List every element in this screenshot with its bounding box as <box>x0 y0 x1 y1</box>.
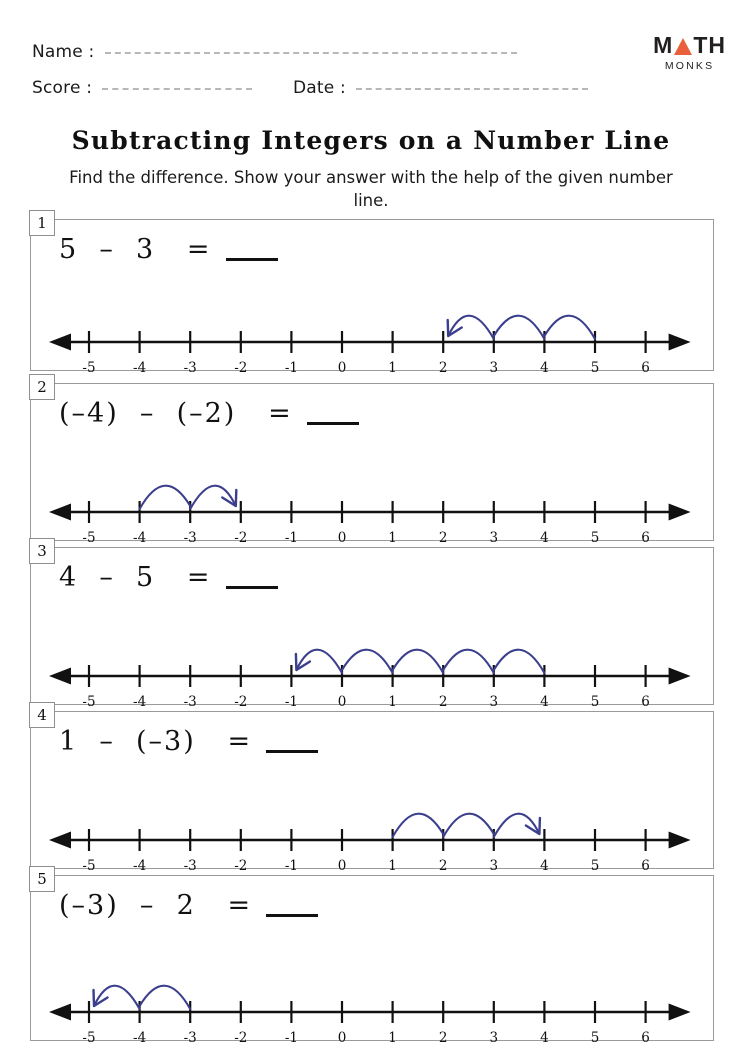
svg-text:5: 5 <box>590 360 600 376</box>
svg-text:3: 3 <box>489 694 499 710</box>
problem-1 <box>30 214 714 376</box>
svg-text:3: 3 <box>489 858 499 874</box>
score-label: Score : <box>32 78 93 98</box>
svg-text:3: 3 <box>489 530 499 546</box>
name-label: Name : <box>32 42 95 62</box>
svg-text:5: 5 <box>590 1030 600 1046</box>
date-field-row <box>293 78 588 98</box>
worksheet-header <box>0 0 742 112</box>
svg-text:-2: -2 <box>234 530 248 546</box>
svg-text:4: 4 <box>540 360 549 376</box>
answer-blank[interactable] <box>266 750 318 753</box>
logo-text-pre: M <box>653 32 674 58</box>
svg-text:-1: -1 <box>284 530 298 546</box>
svg-text:-2: -2 <box>234 694 248 710</box>
svg-text:0: 0 <box>337 530 347 546</box>
problem-3 <box>30 542 714 710</box>
svg-text:2: 2 <box>438 530 448 546</box>
svg-text:3: 3 <box>489 360 499 376</box>
svg-text:-4: -4 <box>133 1030 147 1046</box>
svg-text:-1: -1 <box>284 694 298 710</box>
svg-text:4: 4 <box>540 1030 549 1046</box>
svg-text:-4: -4 <box>133 360 147 376</box>
triangle-icon <box>674 38 692 55</box>
svg-text:-2: -2 <box>234 1030 248 1046</box>
svg-text:-5: -5 <box>82 360 96 376</box>
svg-text:-2: -2 <box>234 360 248 376</box>
problem-5 <box>30 870 714 1046</box>
name-field-row <box>32 42 517 62</box>
svg-text:1: 1 <box>388 360 397 376</box>
date-input-line[interactable] <box>356 88 588 90</box>
svg-text:4: 4 <box>540 858 549 874</box>
svg-text:6: 6 <box>641 694 650 710</box>
svg-text:1: 1 <box>388 858 397 874</box>
svg-text:0: 0 <box>337 1030 347 1046</box>
problem-number-badge: 1 <box>29 210 55 236</box>
svg-text:6: 6 <box>641 360 650 376</box>
svg-text:-2: -2 <box>234 858 248 874</box>
number-line <box>31 604 715 710</box>
date-label: Date : <box>293 78 346 98</box>
equation <box>59 234 278 265</box>
page-title: Subtracting Integers on a Number Line <box>71 126 671 155</box>
svg-text:6: 6 <box>641 1030 650 1046</box>
svg-text:-4: -4 <box>133 694 147 710</box>
logo-subtext: MONKS <box>664 60 715 72</box>
svg-text:-3: -3 <box>183 858 197 874</box>
number-line <box>31 940 715 1046</box>
svg-text:3: 3 <box>489 1030 499 1046</box>
svg-text:4: 4 <box>540 530 549 546</box>
problem-number-badge: 4 <box>29 702 55 728</box>
math-monks-logo <box>653 34 726 72</box>
svg-text:-5: -5 <box>82 858 96 874</box>
svg-text:4: 4 <box>540 694 549 710</box>
svg-text:2: 2 <box>438 360 448 376</box>
svg-text:1: 1 <box>388 694 397 710</box>
score-input-line[interactable] <box>102 88 252 90</box>
svg-text:-3: -3 <box>183 360 197 376</box>
svg-text:-4: -4 <box>133 858 147 874</box>
answer-blank[interactable] <box>226 258 278 261</box>
logo-wordmark <box>653 34 726 57</box>
problem-number-badge: 2 <box>29 374 55 400</box>
svg-text:6: 6 <box>641 858 650 874</box>
page-subtitle: Find the difference. Show your answer with the help of the given number line. <box>69 168 673 210</box>
svg-text:2: 2 <box>438 858 448 874</box>
problem-4 <box>30 706 714 874</box>
svg-text:6: 6 <box>641 530 650 546</box>
equation <box>59 726 318 757</box>
svg-text:1: 1 <box>388 530 397 546</box>
answer-blank[interactable] <box>226 586 278 589</box>
svg-text:1: 1 <box>388 1030 397 1046</box>
name-input-line[interactable] <box>105 52 517 54</box>
equation-text: 1 – (–3) = <box>59 726 253 757</box>
problem-2 <box>30 378 714 546</box>
svg-text:5: 5 <box>590 694 600 710</box>
problem-number-badge: 3 <box>29 538 55 564</box>
equation <box>59 562 278 593</box>
svg-text:-5: -5 <box>82 530 96 546</box>
svg-text:-3: -3 <box>183 694 197 710</box>
number-line <box>31 440 715 546</box>
svg-text:-5: -5 <box>82 694 96 710</box>
svg-text:0: 0 <box>337 858 347 874</box>
number-line <box>31 270 715 376</box>
svg-text:2: 2 <box>438 1030 448 1046</box>
svg-text:5: 5 <box>590 530 600 546</box>
equation-text: (–4) – (–2) = <box>59 398 293 429</box>
equation <box>59 398 359 429</box>
svg-text:0: 0 <box>337 360 347 376</box>
svg-text:5: 5 <box>590 858 600 874</box>
svg-text:0: 0 <box>337 694 347 710</box>
svg-text:-4: -4 <box>133 530 147 546</box>
svg-text:-3: -3 <box>183 1030 197 1046</box>
score-field-row <box>32 78 252 98</box>
equation-text: 5 – 3 = <box>59 234 212 265</box>
svg-text:-5: -5 <box>82 1030 96 1046</box>
number-line <box>31 768 715 874</box>
equation-text: (–3) – 2 = <box>59 890 253 921</box>
equation <box>59 890 318 921</box>
problem-number-badge: 5 <box>29 866 55 892</box>
svg-text:-1: -1 <box>284 360 298 376</box>
svg-text:-3: -3 <box>183 530 197 546</box>
equation-text: 4 – 5 = <box>59 562 212 593</box>
svg-text:-1: -1 <box>284 858 298 874</box>
logo-text-post: TH <box>693 32 726 58</box>
answer-blank[interactable] <box>307 422 359 425</box>
answer-blank[interactable] <box>266 914 318 917</box>
svg-text:-1: -1 <box>284 1030 298 1046</box>
svg-text:2: 2 <box>438 694 448 710</box>
